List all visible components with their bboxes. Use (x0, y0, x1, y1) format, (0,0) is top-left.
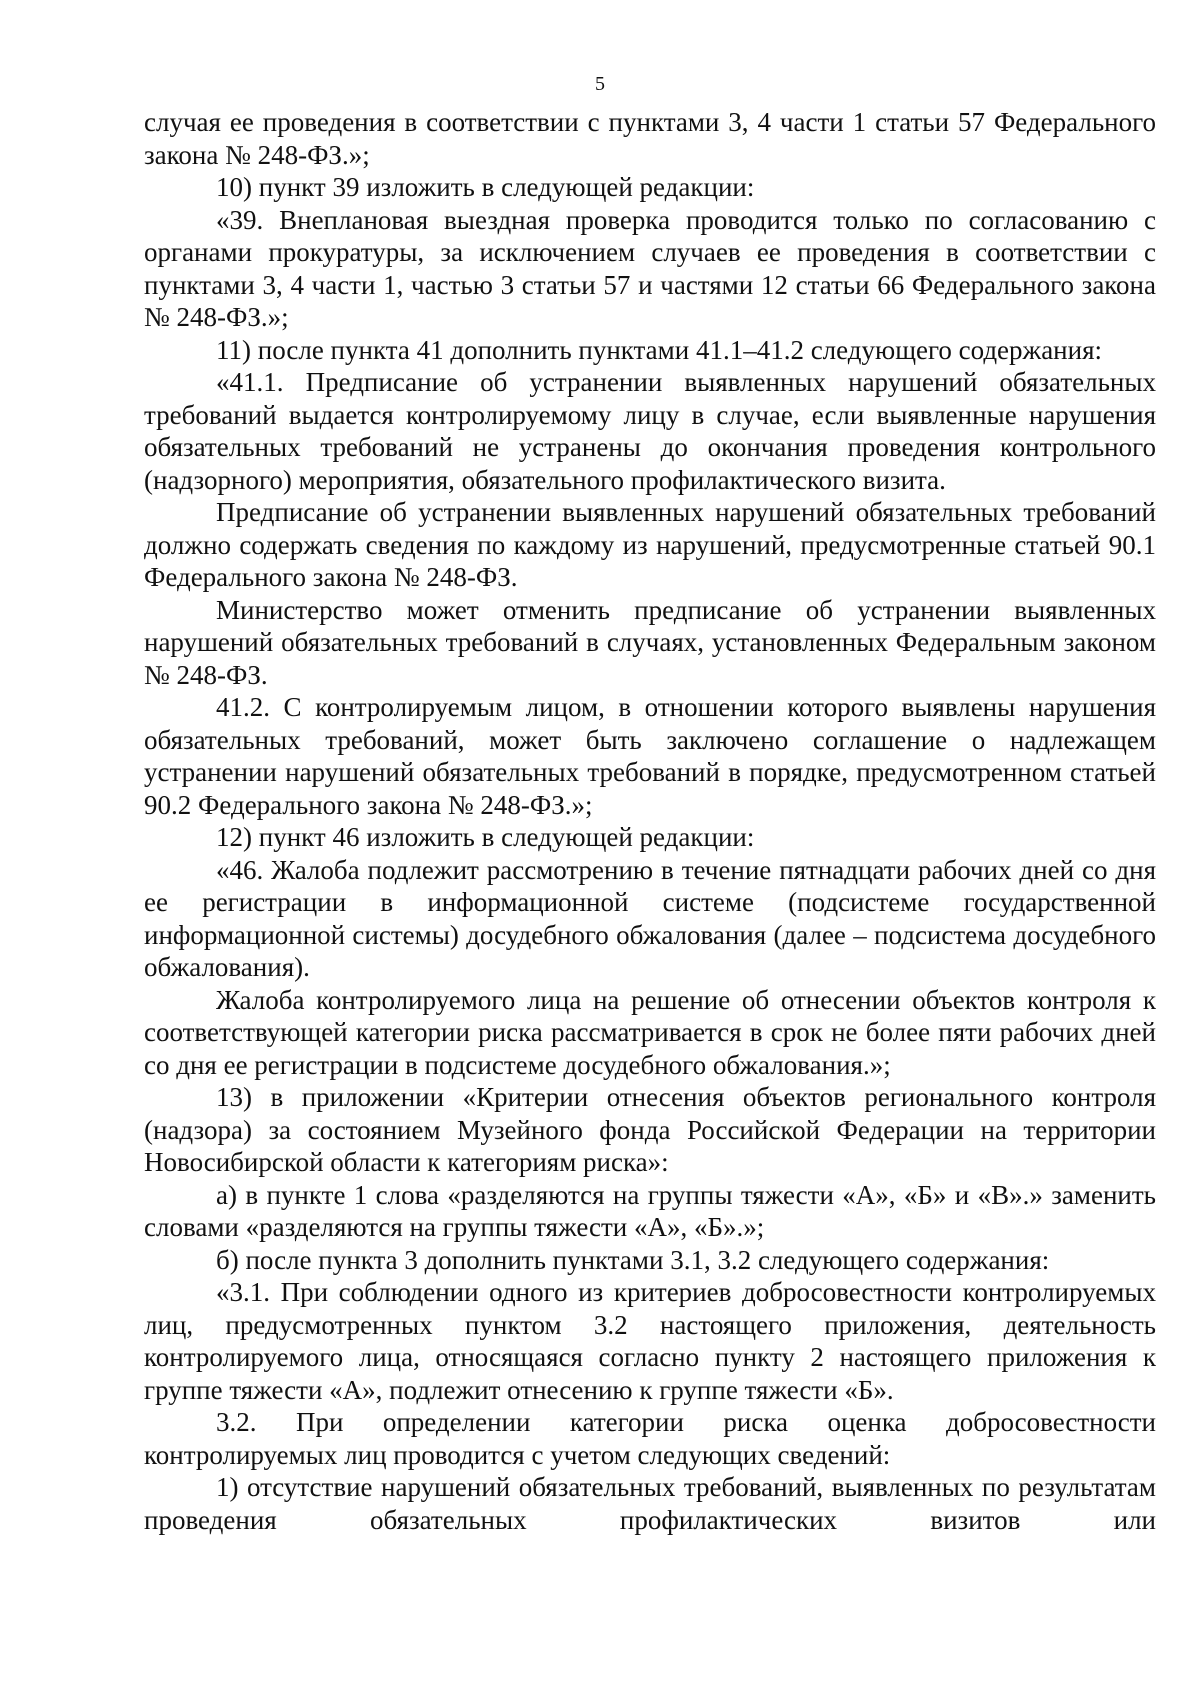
paragraph-5: «41.1. Предписание об устранении выявленных нарушений обязательных требований выдается контролируемому лицу в случае, если выявленные нарушения обязательных требований не устранены до окончания проведения контрольного (надзорного) мероприятия, обязательного профилактического визита. (144, 367, 1156, 495)
document-body (144, 106, 1156, 1536)
paragraph-16: 3.2. При определении категории риска оценка добросовестности контролируемых лиц проводится с учетом следующих сведений: (144, 1407, 1156, 1470)
paragraph-1: случая ее проведения в соответствии с пунктами 3, 4 части 1 статьи 57 Федерального закона № 248-ФЗ.»; (144, 107, 1156, 170)
paragraph-8: 41.2. С контролируемым лицом, в отношении которого выявлены нарушения обязательных требований, может быть заключено соглашение о надлежащем устранении нарушений обязательных требований в порядке, предусмотренном статьей 90.2 Федерального закона № 248-ФЗ.»; (144, 692, 1156, 820)
paragraph-7: Министерство может отменить предписание об устранении выявленных нарушений обязательных требований в случаях, установленных Федеральным законом № 248-ФЗ. (144, 594, 1156, 690)
page-number: 5 (595, 73, 605, 95)
paragraph-13: а) в пункте 1 слова «разделяются на группы тяжести «А», «Б» и «В».» заменить словами «разделяются на группы тяжести «А», «Б».»; (144, 1179, 1156, 1242)
paragraph-3: «39. Внеплановая выездная проверка проводится только по согласованию с органами прокуратуры, за исключением случаев ее проведения в соответствии с пунктами 3, 4 части 1, частью 3 статьи 57 и частями 12 статьи 66 Федерального закона № 248-ФЗ.»; (144, 204, 1156, 332)
paragraph-10: «46. Жалоба подлежит рассмотрению в течение пятнадцати рабочих дней со дня ее регистрации в информационной системе (подсистеме государственной информационной системы) досудебного обжалования (далее – подсистема досудебного обжалования). (144, 854, 1156, 982)
paragraph-12: 13) в приложении «Критерии отнесения объектов регионального контроля (надзора) за состоянием Музейного фонда Российской Федерации на территории Новосибирской области к категориям риска»: (144, 1082, 1156, 1177)
paragraph-17: 1) отсутствие нарушений обязательных требований, выявленных по результатам проведения обязательных профилактических визитов или (144, 1472, 1156, 1535)
paragraph-4: 11) после пункта 41 дополнить пунктами 41.1–41.2 следующего содержания: (216, 334, 1103, 365)
paragraph-6: Предписание об устранении выявленных нарушений обязательных требований должно содержать сведения по каждому из нарушений, предусмотренные статьей 90.1 Федерального закона № 248-ФЗ. (144, 497, 1156, 592)
paragraph-2: 10) пункт 39 изложить в следующей редакции: (216, 172, 755, 202)
paragraph-14: б) после пункта 3 дополнить пунктами 3.1, 3.2 следующего содержания: (216, 1244, 1050, 1275)
paragraph-11: Жалоба контролируемого лица на решение об отнесении объектов контроля к соответствующей категории риска рассматривается в срок не более пяти рабочих дней со дня ее регистрации в подсистеме досудебного обжалования.»; (144, 984, 1156, 1080)
paragraph-15: «3.1. При соблюдении одного из критериев добросовестности контролируемых лиц, предусмотренных пунктом 3.2 настоящего приложения, деятельность контролируемого лица, относящаяся согласно пункту 2 настоящего приложения к группе тяжести «А», подлежит отнесению к группе тяжести «Б». (144, 1277, 1156, 1405)
paragraph-9: 12) пункт 46 изложить в следующей редакции: (216, 822, 755, 852)
